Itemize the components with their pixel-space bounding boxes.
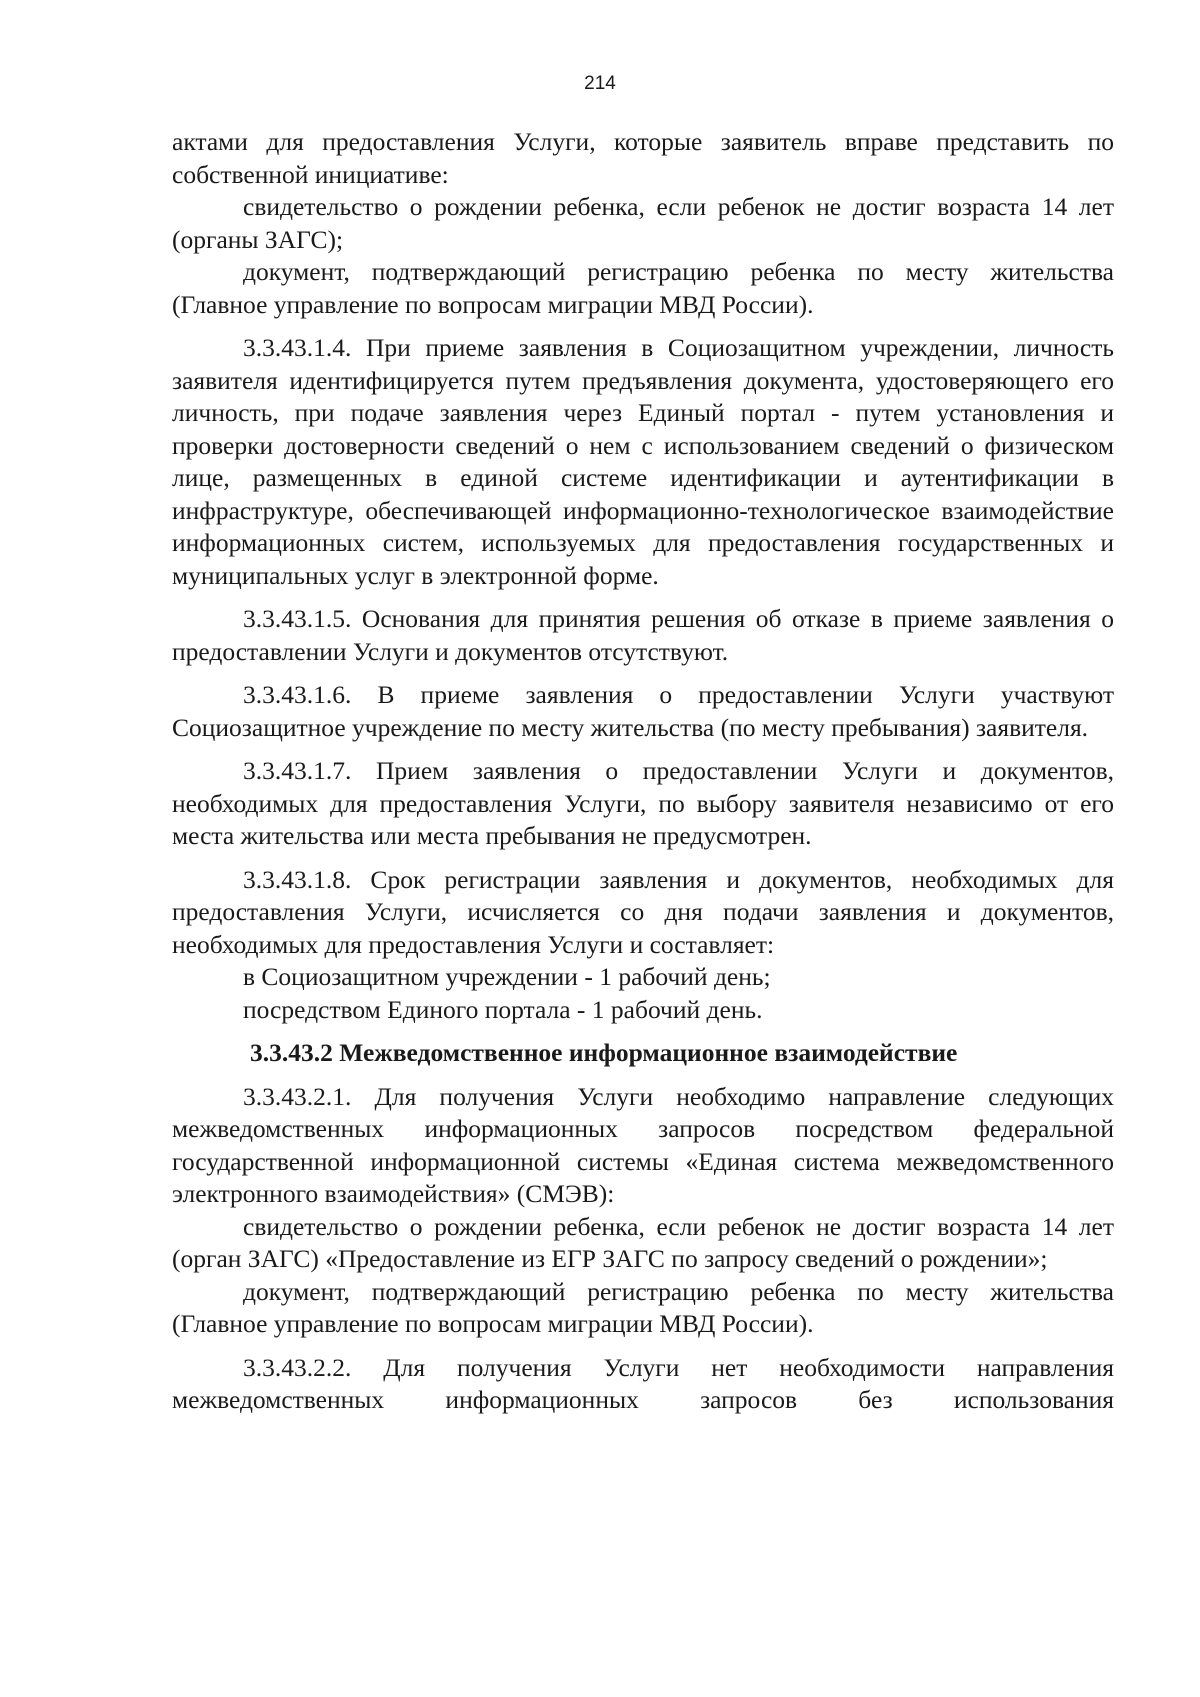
list-item-birth-certificate-request: свидетельство о рождении ребенка, если ребенок не достиг возраста 14 лет (орган ЗАГС) «Предоставление из ЕГР ЗАГС по запросу сведений о рождении»; xyxy=(172,1211,1114,1273)
list-item-birth-certificate: свидетельство о рождении ребенка, если ребенок не достиг возраста 14 лет (органы ЗАГС); xyxy=(172,192,1114,254)
list-item-portal-term: посредством Единого портала - 1 рабочий день. xyxy=(243,994,763,1024)
paragraph-3-3-43-2-2: 3.3.43.2.2. Для получения Услуги нет необходимости направления межведомственных информационных запросов без использования xyxy=(172,1352,1114,1414)
document-body xyxy=(172,126,1114,1417)
paragraph-3-3-43-1-7: 3.3.43.1.7. Прием заявления о предоставлении Услуги и документов, необходимых для предоставления Услуги, по выбору заявителя независимо от его места жительства или места пребывания не предусмотрен. xyxy=(172,756,1114,850)
list-item-registration-request: документ, подтверждающий регистрацию ребенка по месту жительства (Главное управление по вопросам миграции МВД России). xyxy=(172,1276,1114,1338)
paragraph-3-3-43-2-1: 3.3.43.2.1. Для получения Услуги необходимо направление следующих межведомственных информационных запросов посредством федеральной государственной информационной системы «Единая система межведомственного электронного взаимодействия» (СМЭВ): xyxy=(172,1081,1114,1208)
paragraph-3-3-43-1-8: 3.3.43.1.8. Срок регистрации заявления и документов, необходимых для предоставления Услуги, исчисляется со дня подачи заявления и документов, необходимых для предоставления Услуги и составляет: xyxy=(172,864,1114,959)
page-number: 214 xyxy=(584,73,616,94)
paragraph-continuation: актами для предоставления Услуги, которые заявитель вправе представить по собственной инициативе: xyxy=(172,127,1114,189)
paragraph-3-3-43-1-5: 3.3.43.1.5. Основания для принятия решения об отказе в приеме заявления о предоставлении Услуги и документов отсутствуют. xyxy=(172,604,1114,666)
paragraph-3-3-43-1-4: 3.3.43.1.4. При приеме заявления в Социозащитном учреждении, личность заявителя идентифицируется путем предъявления документа, удостоверяющего его личность, при подаче заявления через Единый портал - путем установления и проверки достоверности сведений о нем с использованием сведений о физическом лице, размещенных в единой системе идентификации и аутентификации в инфраструктуре, обеспечивающей информационно-технологическое взаимодействие информационных систем, используемых для предоставления государственных и муниципальных услуг в электронной форме. xyxy=(172,333,1114,590)
list-item-registration-document: документ, подтверждающий регистрацию ребенка по месту жительства (Главное управление по вопросам миграции МВД России). xyxy=(172,257,1114,319)
section-heading: 3.3.43.2 Межведомственное информационное взаимодействие xyxy=(250,1038,958,1067)
paragraph-3-3-43-1-6: 3.3.43.1.6. В приеме заявления о предоставлении Услуги участвуют Социозащитное учреждение по месту жительства (по месту пребывания) заявителя. xyxy=(172,680,1114,742)
list-item-office-term: в Социозащитном учреждении - 1 рабочий день; xyxy=(243,962,771,991)
